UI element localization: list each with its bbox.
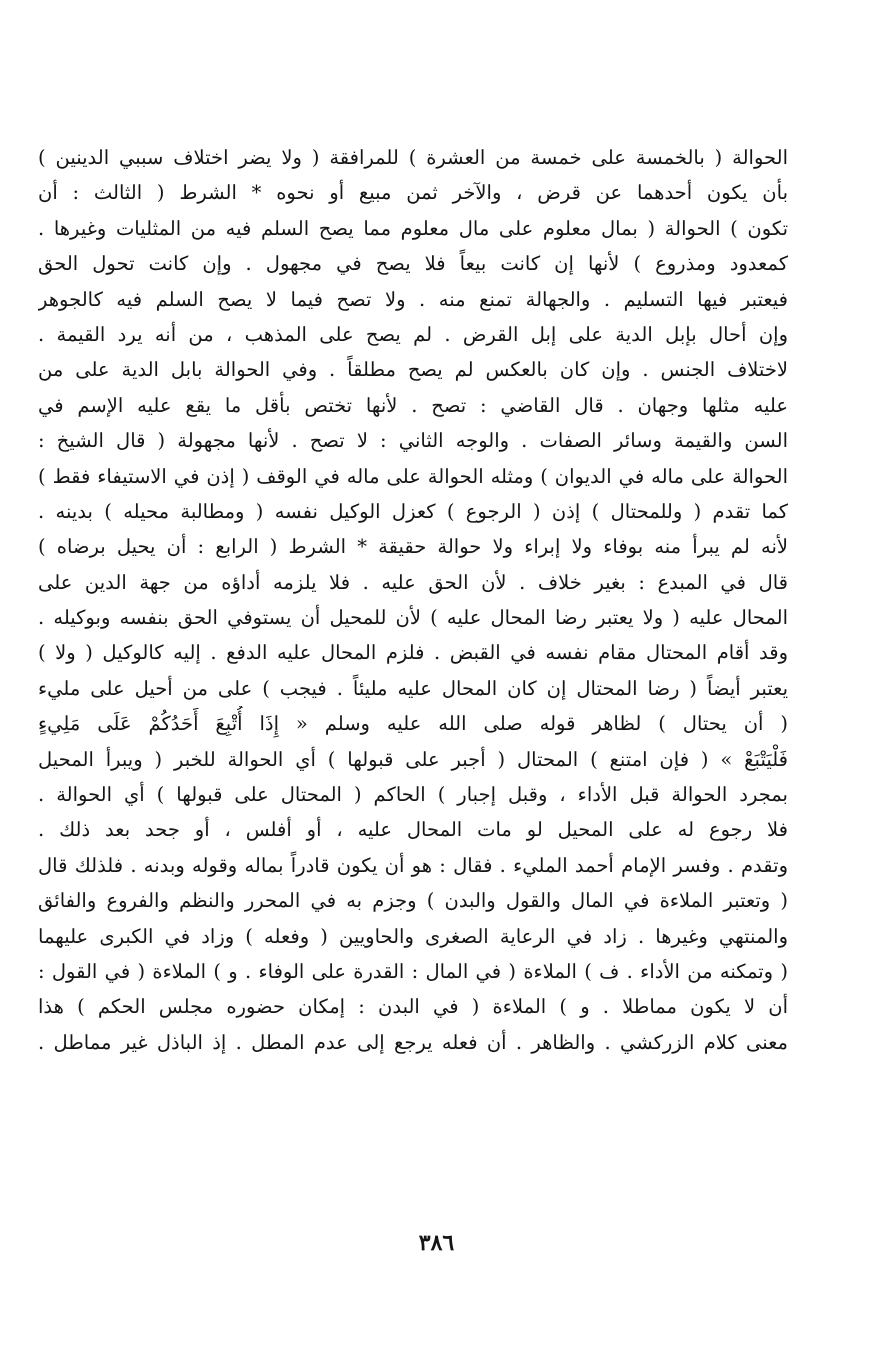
text-line: الحوالة ( بالخمسة على خمسة من العشرة ) للمرافقة ( ولا يضر اختلاف سببي الدينين ): [38, 146, 788, 169]
text-line: ( وتمكنه من الأداء . ف ) الملاءة ( في المال : القدرة على الوفاء . و ) الملاءة ( في القول :: [38, 959, 788, 983]
text-line: أن لا يكون مماطلا . و ) الملاءة ( في البدن : إمكان حضوره مجلس الحكم ) هذا: [38, 995, 788, 1019]
text-line: وقد أقام المحتال مقام نفسه في القبض . فلزم المحال عليه الدفع . إليه كالوكيل ( ولا ): [38, 641, 788, 665]
text-line: كمعدود ومذروع ) لأنها إن كانت بيعاً فلا يصح في مجهول . وإن كانت تحول الحق: [38, 252, 788, 276]
text-line: السن والقيمة وسائر الصفات . والوجه الثاني : لا تصح . لأنها مجهولة ( قال الشيخ :: [38, 429, 788, 453]
text-line: فيعتبر فيها التسليم . والجهالة تمنع منه . ولا تصح فيما لا يصح السلم فيه كالجوهر: [38, 287, 788, 311]
text-line: المحال عليه ( ولا يعتبر رضا المحال عليه ) لأن للمحيل أن يستوفي الحق بنفسه وبوكيله .: [38, 606, 788, 630]
page-number: ٣٨٦: [418, 1230, 455, 1256]
text-line: بمجرد الحوالة قبل الأداء ، وقبل إجبار ) الحاكم ( المحتال على قبولها ) أي الحوالة .: [38, 783, 788, 807]
text-line: والمنتهي وغيرها . زاد في الرعاية الصغرى والحاويين ( وفعله ) وزاد في الكبرى عليهما: [38, 924, 788, 948]
text-line: عليه مثلها وجهان . قال القاضي : تصح . لأنها تختص بأقل ما يقع عليه الإسم في: [38, 393, 788, 417]
text-line: ( أن يحتال ) لظاهر قوله صلى الله عليه وسلم « إِذَا أُتْبِعَ أَحَدُكُمْ عَلَى مَلِيءٍ: [38, 712, 788, 736]
text-line: بأن يكون أحدهما عن قرض ، والآخر ثمن مبيع أو نحوه * الشرط ( الثالث : أن: [38, 181, 788, 205]
text-line: وإن أحال بإبل الدية على إبل القرض . لم يصح على المذهب ، من أنه يرد القيمة .: [38, 322, 788, 346]
text-line: يعتبر أيضاً ( رضا المحتال إن كان المحال عليه مليئاً . فيجب ) على من أحيل على مليء: [38, 676, 788, 700]
text-line: تكون ) الحوالة ( بمال معلوم على مال معلوم مما يصح السلم فيه من المثليات وغيرها .: [38, 216, 788, 240]
text-line: الحوالة على ماله في الديوان ) ومثله الحوالة على ماله في الوقف ( إذن في الاستيفاء فقط ): [38, 464, 788, 488]
text-line: فَلْيَتْبَعْ » ( فإن امتنع ) المحتال ( أجبر على قبولها ) أي الحوالة للخبر ( ويبرأ المحيل: [38, 747, 788, 771]
text-line: وتقدم . وفسر الإمام أحمد المليء . فقال : هو أن يكون قادراً بماله وقوله وبدنه . فلذلك قال: [38, 853, 788, 877]
body-text: [38, 140, 788, 1060]
text-line: ( وتعتبر الملاءة في المال والقول والبدن ) وجزم به في المحرر والنظم والفروع والفائق: [38, 889, 788, 913]
text-line: لاختلاف الجنس . وإن كان بالعكس لم يصح مطلقاً . وفي الحوالة بابل الدية على من: [38, 358, 788, 382]
text-line: معنى كلام الزركشي . والظاهر . أن فعله يرجع إلى عدم المطل . إذ الباذل غير مماطل .: [38, 1030, 788, 1054]
text-line: فلا رجوع له على المحيل لو مات المحال عليه ، أو أفلس ، أو جحد بعد ذلك .: [38, 818, 788, 842]
text-line: قال في المبدع : بغير خلاف . لأن الحق عليه . فلا يلزمه أداؤه من جهة الدين على: [38, 570, 788, 594]
text-line: لأنه لم يبرأ منه بوفاء ولا إبراء ولا حوالة حقيقة * الشرط ( الرابع : أن يحيل برضاه ): [38, 535, 788, 559]
text-line: كما تقدم ( وللمحتال ) إذن ( الرجوع ) كعزل الوكيل نفسه ( ومطالبة محيله ) بدينه .: [38, 499, 788, 523]
